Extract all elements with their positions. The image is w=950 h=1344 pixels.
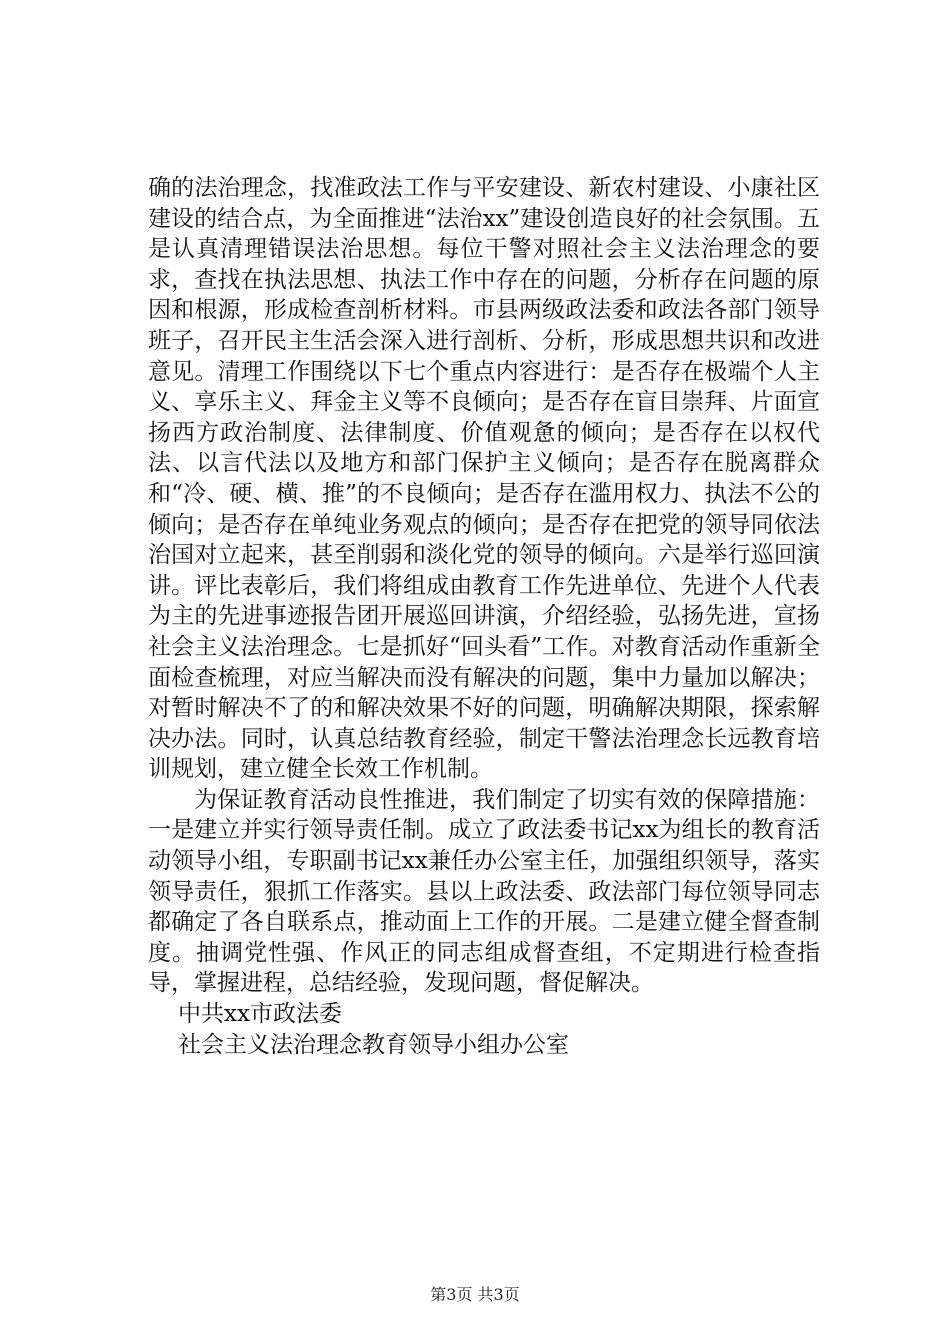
page-footer: 第3页 共3页: [430, 1285, 520, 1304]
signature-organization: 中共xx市政法委: [178, 1001, 342, 1028]
document-body: [148, 173, 820, 1060]
body-paragraph-safeguards: 为保证教育活动良性推进，我们制定了切实有效的保障措施：一是建立并实行领导责任制。成立了政法委书记xx为组长的教育活动领导小组，专职副书记xx兼任办公室主任，加强组织领导，落实领导责任，狠抓工作落实。县以上政法委、政法部门每位领导同志都确定了各自联系点，推动面上工作的开展。二是建立健全督查制度。抽调党性强、作风正的同志组成督查组，不定期进行检查指导，掌握进程，总结经验，发现问题，督促解决。: [148, 786, 820, 997]
signature-office: 社会主义法治理念教育领导小组办公室: [178, 1031, 569, 1058]
body-paragraph-continued: 确的法治理念，找准政法工作与平安建设、新农村建设、小康社区建设的结合点，为全面推进“法治xx”建设创造良好的社会氛围。五是认真清理错误法治思想。每位干警对照社会主义法治理念的要求，查找在执法思想、执法工作中存在的问题，分析存在问题的原因和根源，形成检查剖析材料。市县两级政法委和政法各部门领导班子，召开民主生活会深入进行剖析、分析，形成思想共识和改进意见。清理工作围绕以下七个重点内容进行：是否存在极端个人主义、享乐主义、拜金主义等不良倾向；是否存在盲目崇拜、片面宣扬西方政治制度、法律制度、价值观惫的倾向；是否存在以权代法、以言代法以及地方和部门保护主义倾向；是否存在脱离群众和“冷、硬、横、推”的不良倾向；是否存在滥用权力、执法不公的倾向；是否存在单纯业务观点的倾向；是否存在把党的领导同依法治国对立起来，甚至削弱和淡化党的领导的倾向。六是举行巡回演讲。评比表彰后，我们将组成由教育工作先进单位、先进个人代表为主的先进事迹报告团开展巡回讲演，介绍经验，弘扬先进，宣扬社会主义法治理念。七是抓好“回头看”工作。对教育活动作重新全面检查梳理，对应当解决而没有解决的问题，集中力量加以解决；对暂时解决不了的和解决效果不好的问题，明确解决期限，探索解决办法。同时，认真总结教育经验，制定干警法治理念长远教育培训规划，建立健全长效工作机制。: [148, 175, 820, 783]
